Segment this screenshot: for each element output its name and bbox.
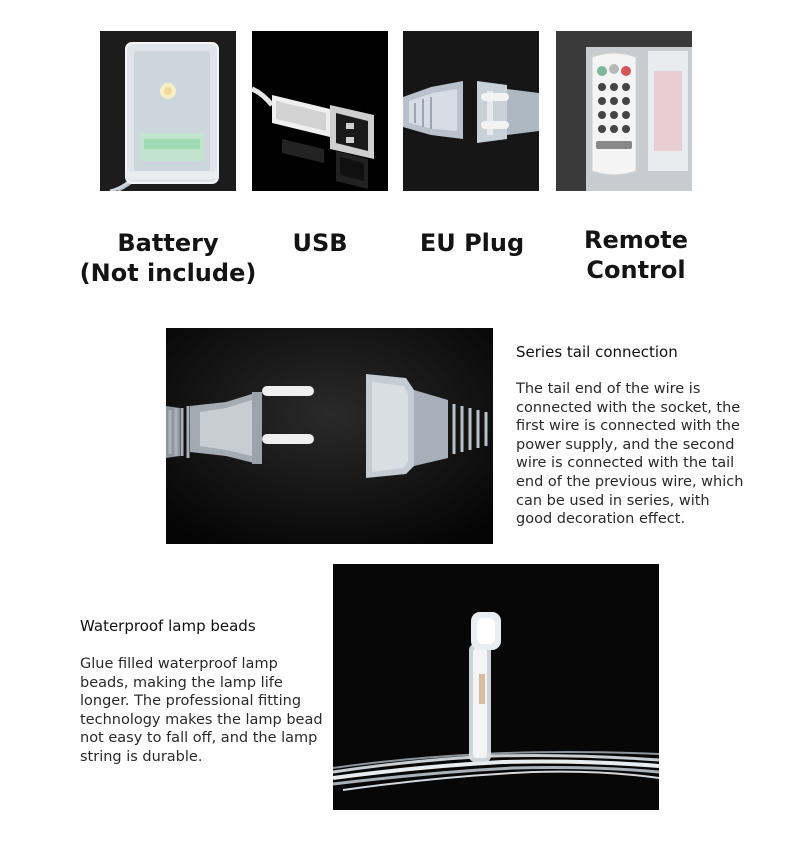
series-line-1: The tail end of the wire is	[516, 381, 701, 397]
caption-eu-plug	[402, 228, 542, 258]
waterproof-line-4: technology makes the lamp bead	[80, 711, 323, 728]
series-connection-body	[516, 380, 743, 529]
series-line-3: first wire is connected with the	[516, 418, 740, 435]
series-line-2: connected with the socket, the	[516, 399, 741, 416]
caption-remote	[566, 225, 706, 285]
usb-plug-photo	[252, 31, 388, 191]
series-connection-photo	[166, 328, 493, 544]
series-line-6: end of the previous wire, which	[516, 473, 744, 490]
series-line-8: good decoration effect.	[516, 511, 686, 528]
eu-plug-photo	[403, 31, 539, 191]
caption-usb	[270, 228, 370, 258]
series-line-5: wire is connected with the tail	[516, 455, 735, 472]
remote-control-photo	[556, 31, 692, 191]
waterproof-line-3: longer. The professional fitting	[80, 693, 302, 710]
caption-remote-line1: Remote	[583, 226, 688, 254]
series-line-7: can be used in series, with	[516, 492, 710, 509]
series-connection-title: Series tail connection	[516, 343, 678, 361]
waterproof-beads-body	[80, 655, 323, 767]
caption-eu-plug-line1: EU Plug	[419, 229, 525, 257]
caption-battery	[78, 228, 258, 288]
lamp-bead-photo	[333, 564, 659, 810]
waterproof-line-1: Glue filled waterproof lamp	[80, 656, 278, 672]
caption-usb-line1: USB	[292, 229, 348, 257]
waterproof-beads-title: Waterproof lamp beads	[80, 617, 256, 635]
waterproof-line-5: not easy to fall off, and the lamp	[80, 730, 318, 747]
waterproof-line-2: beads, making the lamp life	[80, 674, 283, 691]
caption-battery-line1: Battery	[117, 229, 219, 257]
caption-battery-line2: (Not include)	[79, 259, 257, 287]
caption-remote-line2: Control	[586, 256, 686, 284]
battery-box-photo	[100, 31, 236, 191]
waterproof-line-6: string is durable.	[80, 748, 203, 765]
series-line-4: power supply, and the second	[516, 436, 735, 453]
